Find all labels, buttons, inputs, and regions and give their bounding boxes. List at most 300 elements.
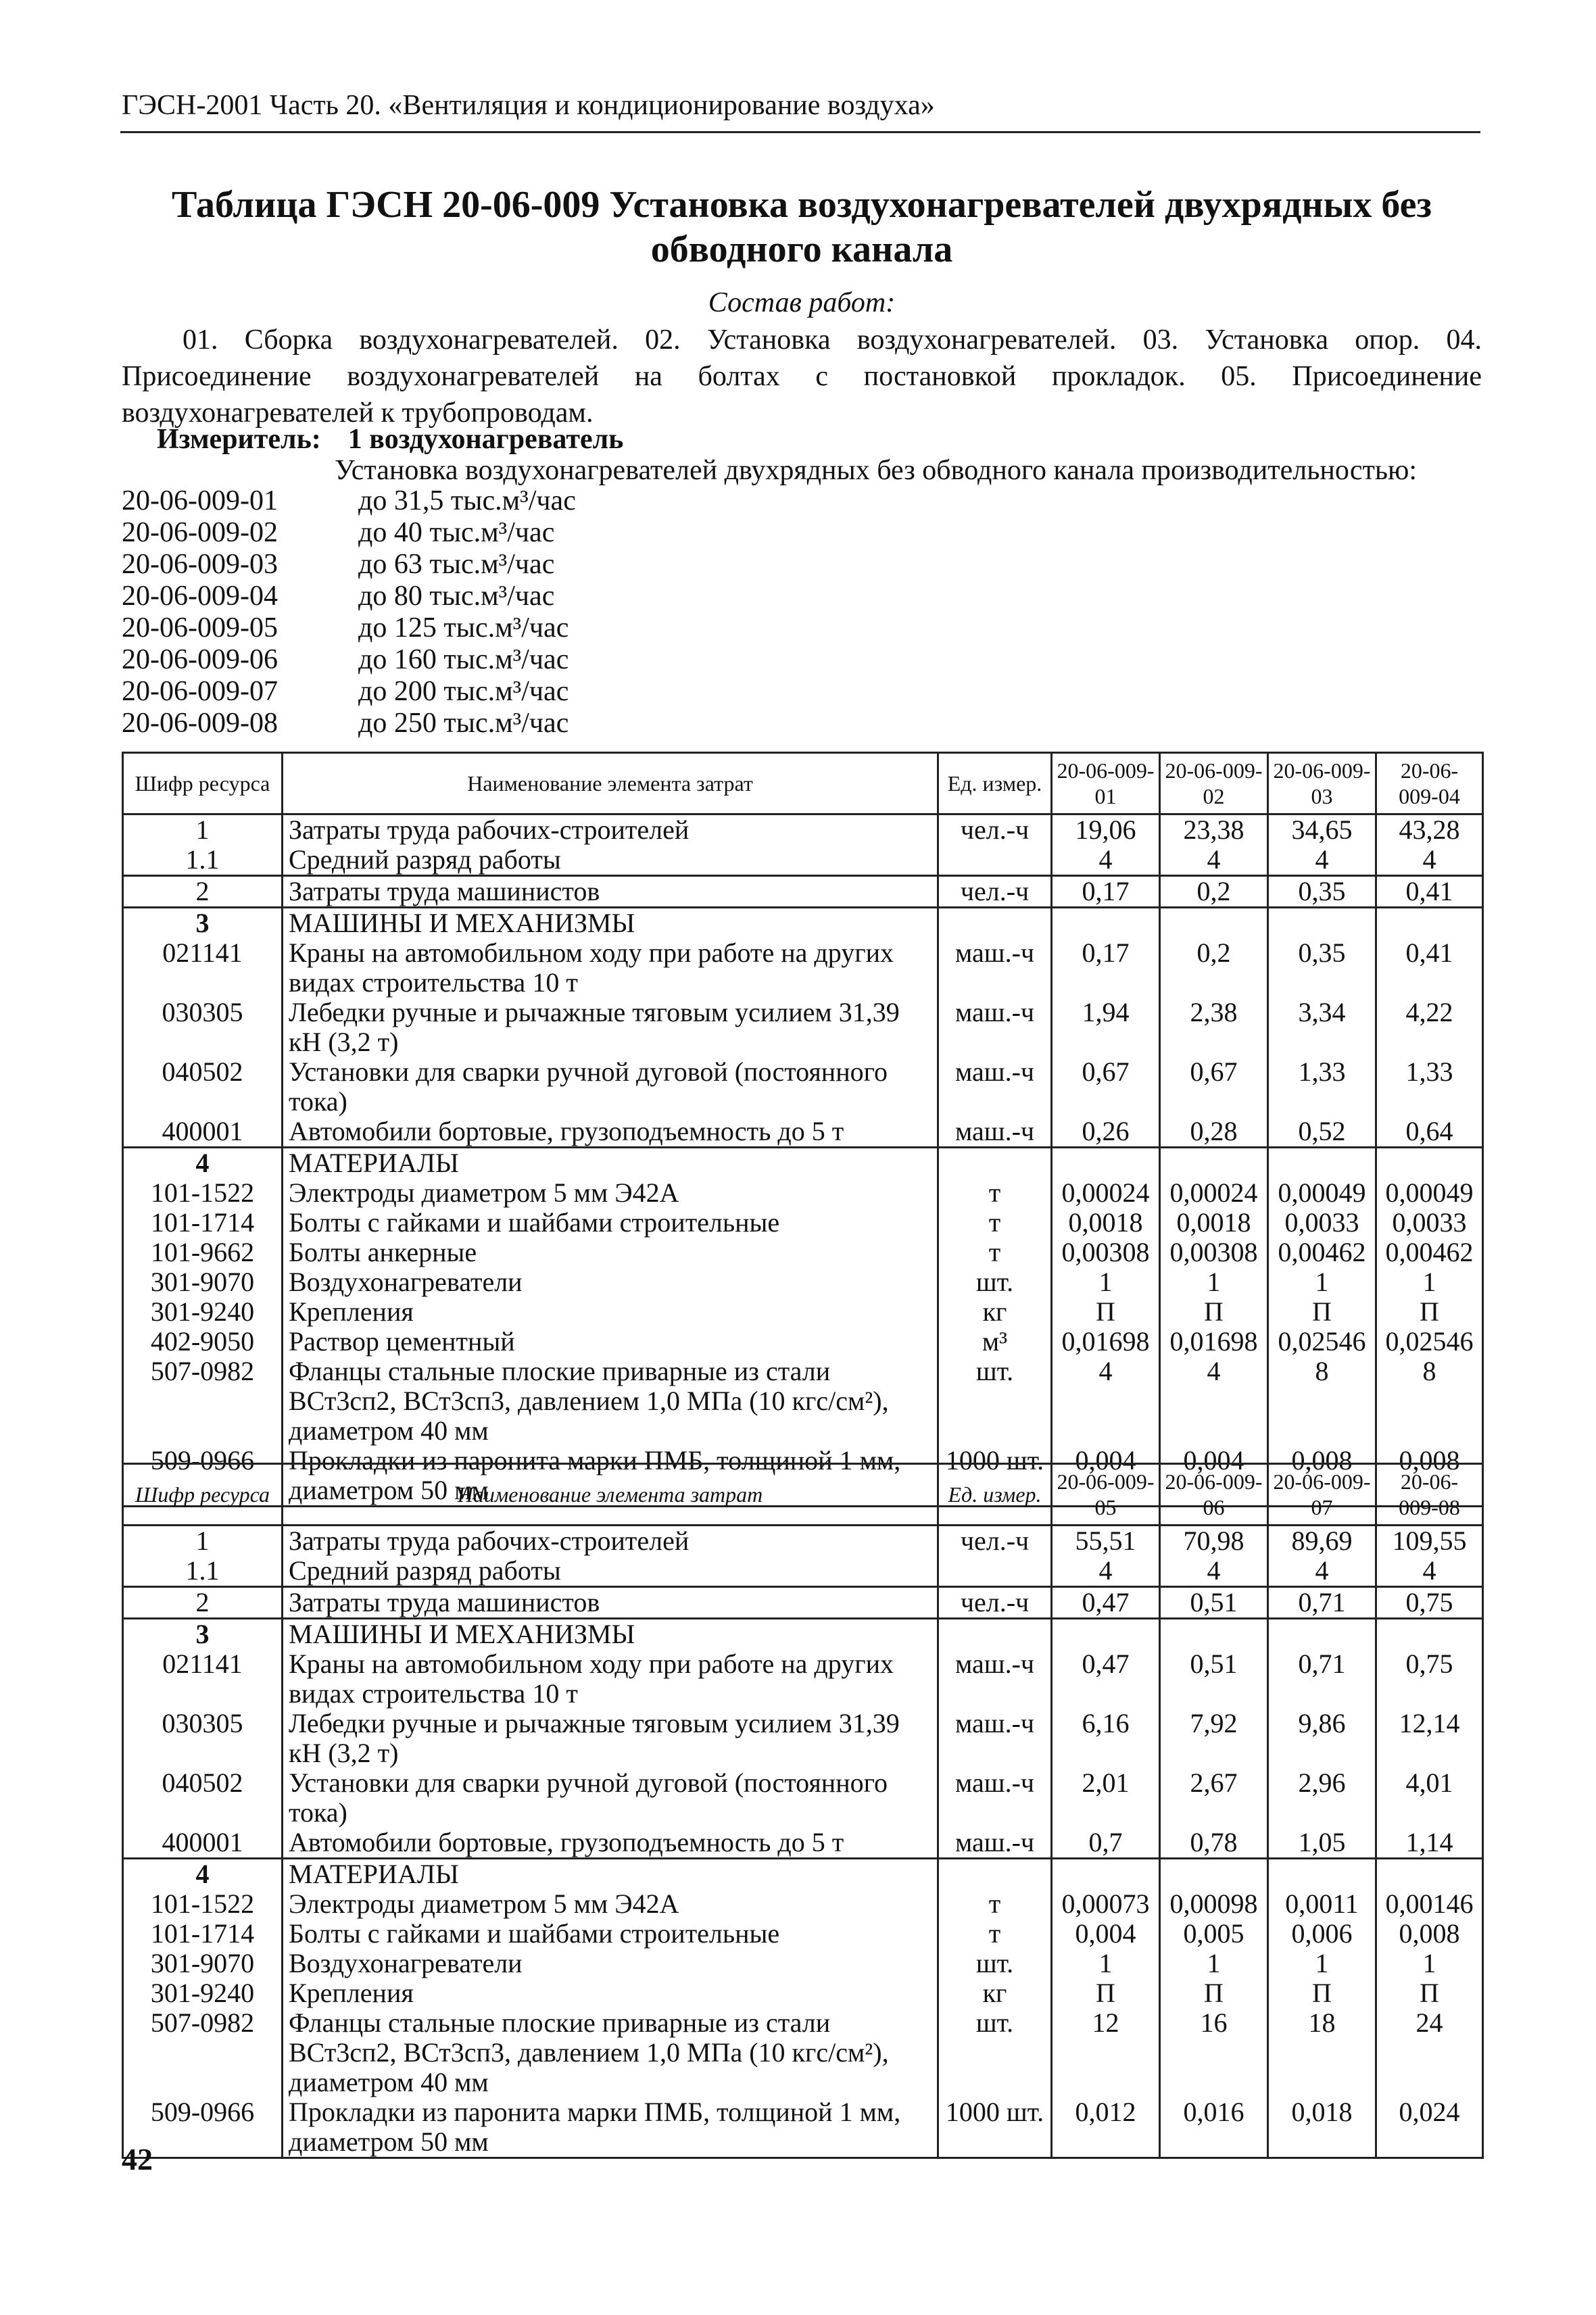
- code-list-code: 20-06-009-06: [122, 644, 278, 675]
- row-value: 0,00049: [1268, 1178, 1376, 1208]
- row-value: 0,00146: [1376, 1889, 1483, 1919]
- row-value: П: [1052, 1297, 1160, 1327]
- row-resource-code: 301-9070: [123, 1949, 283, 1978]
- row-unit: чел.-ч: [938, 876, 1052, 908]
- row-unit: маш.-ч: [938, 1649, 1052, 1709]
- code-list-desc: до 160 тыс.м³/час: [358, 644, 569, 675]
- table-row: [123, 1828, 1483, 1859]
- row-cost-element: Средний разряд работы: [283, 1556, 938, 1587]
- row-unit: кг: [938, 1297, 1052, 1327]
- code-list: [122, 485, 576, 739]
- table-row: [123, 1619, 1483, 1650]
- row-cost-element: Затраты труда машинистов: [283, 1587, 938, 1619]
- row-cost-element: Затраты труда рабочих-строителей: [283, 814, 938, 846]
- row-value: [1268, 908, 1376, 939]
- code-list-code: 20-06-009-02: [122, 517, 278, 548]
- header-unit: Ед. измер.: [938, 753, 1052, 814]
- row-cost-element: Болты с гайками и шайбами строительные: [283, 1208, 938, 1238]
- row-value: 24: [1376, 2008, 1483, 2097]
- row-cost-element: МАТЕРИАЛЫ: [283, 1148, 938, 1179]
- table-row: [123, 998, 1483, 1057]
- row-value: 0,00308: [1052, 1238, 1160, 1267]
- code-list-desc: до 80 тыс.м³/час: [358, 581, 555, 612]
- row-value: 4: [1052, 1357, 1160, 1446]
- row-cost-element: Фланцы стальные плоские приварные из стали ВСт3сп2, ВСт3сп3, давлением 1,0 МПа (10 кгс/см²), диаметром 40 мм: [283, 2008, 938, 2097]
- code-list-item: [122, 517, 576, 549]
- row-resource-code: 040502: [123, 1768, 283, 1828]
- row-resource-code: 021141: [123, 938, 283, 998]
- row-value: 0,005: [1160, 1919, 1268, 1949]
- row-unit: [938, 1148, 1052, 1179]
- row-value: 34,65: [1268, 814, 1376, 846]
- row-value: 109,55: [1376, 1526, 1483, 1557]
- row-value: 0,75: [1376, 1649, 1483, 1709]
- row-value: 4: [1052, 1556, 1160, 1587]
- row-value: П: [1376, 1297, 1483, 1327]
- row-value: 4,22: [1376, 998, 1483, 1057]
- code-list-code: 20-06-009-01: [122, 485, 278, 516]
- row-cost-element: Крепления: [283, 1297, 938, 1327]
- code-list-desc: до 31,5 тыс.м³/час: [358, 485, 576, 516]
- row-value: [1376, 1148, 1483, 1179]
- row-cost-element: Затраты труда рабочих-строителей: [283, 1526, 938, 1557]
- row-unit: маш.-ч: [938, 1117, 1052, 1148]
- row-resource-code: 101-1522: [123, 1889, 283, 1919]
- row-cost-element: Прокладки из паронита марки ПМБ, толщиной 1 мм, диаметром 50 мм: [283, 1446, 938, 1507]
- row-value: 0,00024: [1052, 1178, 1160, 1208]
- table-row: [123, 908, 1483, 939]
- code-list-desc: до 63 тыс.м³/час: [358, 549, 555, 580]
- row-cost-element: Раствор цементный: [283, 1327, 938, 1357]
- row-value: 12,14: [1376, 1709, 1483, 1768]
- row-value: [1376, 908, 1483, 939]
- table-row: [123, 1148, 1483, 1179]
- row-value: [1160, 1859, 1268, 1890]
- codes-intro: Установка воздухонагревателей двухрядных без обводного канала производительностью:: [335, 455, 1418, 486]
- row-resource-code: 4: [123, 1859, 283, 1890]
- code-list-item: [122, 708, 576, 739]
- row-value: 0,00098: [1160, 1889, 1268, 1919]
- code-list-desc: до 125 тыс.м³/час: [358, 612, 569, 643]
- composition-heading: Состав работ:: [708, 287, 896, 318]
- row-value: 0,00073: [1052, 1889, 1160, 1919]
- row-value: [1052, 1619, 1160, 1650]
- row-cost-element: Затраты труда машинистов: [283, 876, 938, 908]
- row-value: 0,75: [1376, 1587, 1483, 1619]
- table-row: [123, 2097, 1483, 2158]
- row-value: 4: [1160, 1357, 1268, 1446]
- row-value: 0,64: [1376, 1117, 1483, 1148]
- row-unit: маш.-ч: [938, 1057, 1052, 1117]
- row-value: 0,02546: [1268, 1327, 1376, 1357]
- row-value: 0,17: [1052, 938, 1160, 998]
- row-value: 0,41: [1376, 938, 1483, 998]
- row-value: 89,69: [1268, 1526, 1376, 1557]
- table-row: [123, 1859, 1483, 1890]
- row-cost-element: Автомобили бортовые, грузоподъемность до 5 т: [283, 1117, 938, 1148]
- row-value: 0,018: [1268, 2097, 1376, 2158]
- row-resource-code: 101-1714: [123, 1208, 283, 1238]
- row-cost-element: Лебедки ручные и рычажные тяговым усилием 31,39 кН (3,2 т): [283, 1709, 938, 1768]
- row-value: 16: [1160, 2008, 1268, 2097]
- row-value: 0,51: [1160, 1649, 1268, 1709]
- row-value: 0,28: [1160, 1117, 1268, 1148]
- row-value: 0,2: [1160, 876, 1268, 908]
- table-title: Таблица ГЭСН 20-06-009 Установка воздухонагревателей двухрядных без обводного канала: [171, 184, 1432, 270]
- row-unit: маш.-ч: [938, 998, 1052, 1057]
- table-row: [123, 1709, 1483, 1768]
- row-value: 0,024: [1376, 2097, 1483, 2158]
- row-value: 0,00049: [1376, 1178, 1483, 1208]
- row-cost-element: Прокладки из паронита марки ПМБ, толщиной 1 мм, диаметром 50 мм: [283, 2097, 938, 2158]
- table-row: [123, 1117, 1483, 1148]
- row-value: 0,006: [1268, 1919, 1376, 1949]
- row-value: 0,2: [1160, 938, 1268, 998]
- row-unit: т: [938, 1238, 1052, 1267]
- row-resource-code: 3: [123, 908, 283, 939]
- row-cost-element: Средний разряд работы: [283, 845, 938, 876]
- row-value: 7,92: [1160, 1709, 1268, 1768]
- row-value: 1: [1160, 1949, 1268, 1978]
- row-value: 0,47: [1052, 1587, 1160, 1619]
- code-list-item: [122, 485, 576, 517]
- code-list-desc: до 250 тыс.м³/час: [358, 708, 569, 739]
- row-value: 55,51: [1052, 1526, 1160, 1557]
- table-row: [123, 2008, 1483, 2097]
- row-value: 0,012: [1052, 2097, 1160, 2158]
- table-header-row: [123, 753, 1483, 814]
- row-value: 0,008: [1268, 1446, 1376, 1507]
- norm-table-2: [122, 1463, 1484, 2159]
- row-unit: [938, 1859, 1052, 1890]
- table-row: [123, 938, 1483, 998]
- header-resource-code: Шифр ресурса: [123, 753, 283, 814]
- row-value: 0,008: [1376, 1919, 1483, 1949]
- row-unit: т: [938, 1178, 1052, 1208]
- header-norm-code: 20-06-009-04: [1376, 753, 1483, 814]
- row-cost-element: Болты анкерные: [283, 1238, 938, 1267]
- row-value: [1268, 1619, 1376, 1650]
- row-value: 0,71: [1268, 1587, 1376, 1619]
- table-row: [123, 1297, 1483, 1327]
- header-norm-code: 20-06-009-07: [1268, 1464, 1376, 1526]
- row-value: 0,02546: [1376, 1327, 1483, 1357]
- header-cost-element: Наименование элемента затрат: [283, 1464, 938, 1526]
- row-resource-code: 509-0966: [123, 1446, 283, 1507]
- table-row: [123, 1649, 1483, 1709]
- code-list-item: [122, 612, 576, 644]
- composition-text: 01. Сборка воздухонагревателей. 02. Установка воздухонагревателей. 03. Установка опор. 04. Присоединение воздухонагревателей на болтах с постановкой прокладок. 05. Присоединение воздухонагревателей к трубопроводам.: [122, 324, 1482, 429]
- row-resource-code: 509-0966: [123, 2097, 283, 2158]
- row-unit: т: [938, 1889, 1052, 1919]
- page-number: 42: [122, 2142, 153, 2176]
- row-unit: маш.-ч: [938, 1709, 1052, 1768]
- row-resource-code: 1.1: [123, 845, 283, 876]
- row-unit: [938, 908, 1052, 939]
- row-value: 0,7: [1052, 1828, 1160, 1859]
- row-value: 1: [1160, 1267, 1268, 1297]
- row-resource-code: 507-0982: [123, 1357, 283, 1446]
- row-resource-code: 507-0982: [123, 2008, 283, 2097]
- row-value: 0,0011: [1268, 1889, 1376, 1919]
- row-unit: чел.-ч: [938, 1587, 1052, 1619]
- code-list-item: [122, 581, 576, 612]
- row-value: 0,78: [1160, 1828, 1268, 1859]
- row-value: 1: [1268, 1949, 1376, 1978]
- row-value: 0,00024: [1160, 1178, 1268, 1208]
- row-value: 0,00462: [1376, 1238, 1483, 1267]
- row-unit: маш.-ч: [938, 938, 1052, 998]
- row-unit: шт.: [938, 1267, 1052, 1297]
- header-unit: Ед. измер.: [938, 1464, 1052, 1526]
- row-cost-element: МАТЕРИАЛЫ: [283, 1859, 938, 1890]
- row-value: 0,008: [1376, 1446, 1483, 1507]
- row-value: 0,0018: [1160, 1208, 1268, 1238]
- table-row: [123, 1949, 1483, 1978]
- row-unit: т: [938, 1919, 1052, 1949]
- row-value: 2,96: [1268, 1768, 1376, 1828]
- row-value: 8: [1376, 1357, 1483, 1446]
- table-row: [123, 1587, 1483, 1619]
- row-value: 23,38: [1160, 814, 1268, 846]
- row-unit: шт.: [938, 2008, 1052, 2097]
- row-cost-element: Лебедки ручные и рычажные тяговым усилием 31,39 кН (3,2 т): [283, 998, 938, 1057]
- row-value: [1052, 1148, 1160, 1179]
- row-resource-code: 101-1522: [123, 1178, 283, 1208]
- row-unit: маш.-ч: [938, 1768, 1052, 1828]
- row-value: 8: [1268, 1357, 1376, 1446]
- header-resource-code: Шифр ресурса: [123, 1464, 283, 1526]
- table-row: [123, 876, 1483, 908]
- row-value: 0,47: [1052, 1649, 1160, 1709]
- row-value: 0,004: [1052, 1446, 1160, 1507]
- row-value: 0,51: [1160, 1587, 1268, 1619]
- code-list-desc: до 40 тыс.м³/час: [358, 517, 555, 548]
- row-unit: [938, 1556, 1052, 1587]
- header-norm-code: 20-06-009-06: [1160, 1464, 1268, 1526]
- table-row: [123, 1208, 1483, 1238]
- row-value: 1: [1052, 1267, 1160, 1297]
- row-resource-code: 030305: [123, 1709, 283, 1768]
- row-value: [1160, 1619, 1268, 1650]
- row-value: 4: [1376, 1556, 1483, 1587]
- row-value: 0,35: [1268, 938, 1376, 998]
- row-value: 70,98: [1160, 1526, 1268, 1557]
- row-value: 6,16: [1052, 1709, 1160, 1768]
- row-unit: м³: [938, 1327, 1052, 1357]
- row-value: 9,86: [1268, 1709, 1376, 1768]
- table-row: [123, 1238, 1483, 1267]
- row-resource-code: 1: [123, 1526, 283, 1557]
- row-value: 0,35: [1268, 876, 1376, 908]
- row-value: 1: [1268, 1267, 1376, 1297]
- row-unit: кг: [938, 1978, 1052, 2008]
- table-row: [123, 1978, 1483, 2008]
- row-value: 0,17: [1052, 876, 1160, 908]
- row-resource-code: 402-9050: [123, 1327, 283, 1357]
- row-value: [1376, 1859, 1483, 1890]
- row-value: 2,67: [1160, 1768, 1268, 1828]
- row-resource-code: 021141: [123, 1649, 283, 1709]
- header-norm-code: 20-06-009-01: [1052, 753, 1160, 814]
- code-list-code: 20-06-009-03: [122, 549, 278, 580]
- row-resource-code: 1.1: [123, 1556, 283, 1587]
- row-value: П: [1160, 1978, 1268, 2008]
- running-header: ГЭСН-2001 Часть 20. «Вентиляция и кондиционирование воздуха»: [122, 90, 935, 121]
- row-cost-element: Воздухонагреватели: [283, 1949, 938, 1978]
- table-row: [123, 1768, 1483, 1828]
- table-row: [123, 845, 1483, 876]
- row-value: [1376, 1619, 1483, 1650]
- row-value: 0,004: [1160, 1446, 1268, 1507]
- row-value: 1,94: [1052, 998, 1160, 1057]
- row-cost-element: Крепления: [283, 1978, 938, 2008]
- row-resource-code: 301-9240: [123, 1297, 283, 1327]
- row-unit: шт.: [938, 1949, 1052, 1978]
- header-norm-code: 20-06-009-08: [1376, 1464, 1483, 1526]
- row-cost-element: Электроды диаметром 5 мм Э42А: [283, 1889, 938, 1919]
- row-value: 18: [1268, 2008, 1376, 2097]
- row-unit: 1000 шт.: [938, 1446, 1052, 1507]
- row-cost-element: Воздухонагреватели: [283, 1267, 938, 1297]
- header-norm-code: 20-06-009-02: [1160, 753, 1268, 814]
- code-list-item: [122, 549, 576, 581]
- code-list-code: 20-06-009-05: [122, 612, 278, 643]
- measure-value: 1 воздухонагреватель: [347, 424, 624, 455]
- row-resource-code: 101-9662: [123, 1238, 283, 1267]
- row-value: 0,67: [1052, 1057, 1160, 1117]
- row-cost-element: МАШИНЫ И МЕХАНИЗМЫ: [283, 908, 938, 939]
- row-resource-code: 4: [123, 1148, 283, 1179]
- row-resource-code: 400001: [123, 1828, 283, 1859]
- row-value: 0,004: [1052, 1919, 1160, 1949]
- row-resource-code: 2: [123, 876, 283, 908]
- code-list-item: [122, 676, 576, 708]
- code-list-desc: до 200 тыс.м³/час: [358, 676, 569, 707]
- row-value: 2,38: [1160, 998, 1268, 1057]
- row-cost-element: Установки для сварки ручной дуговой (постоянного тока): [283, 1768, 938, 1828]
- row-value: 0,0033: [1376, 1208, 1483, 1238]
- row-value: [1160, 908, 1268, 939]
- row-unit: шт.: [938, 1357, 1052, 1446]
- row-value: 0,71: [1268, 1649, 1376, 1709]
- row-resource-code: 301-9240: [123, 1978, 283, 2008]
- row-resource-code: 2: [123, 1587, 283, 1619]
- row-unit: 1000 шт.: [938, 2097, 1052, 2158]
- row-value: 4: [1160, 1556, 1268, 1587]
- row-value: 4: [1268, 1556, 1376, 1587]
- table-row: [123, 1889, 1483, 1919]
- row-cost-element: МАШИНЫ И МЕХАНИЗМЫ: [283, 1619, 938, 1650]
- row-cost-element: Электроды диаметром 5 мм Э42А: [283, 1178, 938, 1208]
- row-value: 0,0033: [1268, 1208, 1376, 1238]
- row-cost-element: Краны на автомобильном ходу при работе на других видах строительства 10 т: [283, 1649, 938, 1709]
- row-value: 12: [1052, 2008, 1160, 2097]
- header-cost-element: Наименование элемента затрат: [283, 753, 938, 814]
- row-value: П: [1052, 1978, 1160, 2008]
- row-value: 0,00462: [1268, 1238, 1376, 1267]
- row-value: П: [1268, 1297, 1376, 1327]
- row-value: 1: [1376, 1267, 1483, 1297]
- table-header-row: [123, 1464, 1483, 1526]
- row-value: 4: [1376, 845, 1483, 876]
- header-norm-code: 20-06-009-05: [1052, 1464, 1160, 1526]
- row-value: 4: [1160, 845, 1268, 876]
- row-value: 1,33: [1268, 1057, 1376, 1117]
- row-value: 3,34: [1268, 998, 1376, 1057]
- row-resource-code: 040502: [123, 1057, 283, 1117]
- code-list-code: 20-06-009-08: [122, 708, 278, 739]
- table-row: [123, 1357, 1483, 1446]
- norm-table-1: [122, 752, 1484, 1507]
- row-resource-code: 3: [123, 1619, 283, 1650]
- code-list-code: 20-06-009-04: [122, 581, 278, 612]
- row-resource-code: 030305: [123, 998, 283, 1057]
- row-cost-element: Автомобили бортовые, грузоподъемность до 5 т: [283, 1828, 938, 1859]
- row-unit: маш.-ч: [938, 1828, 1052, 1859]
- header-rule: [120, 131, 1480, 133]
- row-resource-code: 301-9070: [123, 1267, 283, 1297]
- table-row: [123, 1327, 1483, 1357]
- table-row: [123, 1526, 1483, 1557]
- row-value: 0,0018: [1052, 1208, 1160, 1238]
- row-value: 2,01: [1052, 1768, 1160, 1828]
- row-value: П: [1376, 1978, 1483, 2008]
- row-value: [1268, 1859, 1376, 1890]
- row-value: 0,26: [1052, 1117, 1160, 1148]
- row-cost-element: Фланцы стальные плоские приварные из стали ВСт3сп2, ВСт3сп3, давлением 1,0 МПа (10 кгс/см²), диаметром 40 мм: [283, 1357, 938, 1446]
- row-value: 4,01: [1376, 1768, 1483, 1828]
- row-value: 1,05: [1268, 1828, 1376, 1859]
- row-value: 4: [1052, 845, 1160, 876]
- row-resource-code: 101-1714: [123, 1919, 283, 1949]
- row-value: [1052, 1859, 1160, 1890]
- row-resource-code: 1: [123, 814, 283, 846]
- row-value: 19,06: [1052, 814, 1160, 846]
- table-row: [123, 1556, 1483, 1587]
- row-value: [1268, 1148, 1376, 1179]
- code-list-code: 20-06-009-07: [122, 676, 278, 707]
- table-row: [123, 1267, 1483, 1297]
- table-row: [123, 1919, 1483, 1949]
- row-value: П: [1160, 1297, 1268, 1327]
- row-unit: [938, 845, 1052, 876]
- row-value: 0,016: [1160, 2097, 1268, 2158]
- table-row: [123, 1057, 1483, 1117]
- row-value: 1: [1376, 1949, 1483, 1978]
- measure-line: [157, 423, 623, 456]
- row-value: 0,41: [1376, 876, 1483, 908]
- row-cost-element: Установки для сварки ручной дуговой (постоянного тока): [283, 1057, 938, 1117]
- row-value: [1160, 1148, 1268, 1179]
- measure-label: Измеритель:: [157, 424, 321, 455]
- table-row: [123, 1178, 1483, 1208]
- row-value: 0,67: [1160, 1057, 1268, 1117]
- row-value: 1,14: [1376, 1828, 1483, 1859]
- code-list-item: [122, 644, 576, 676]
- row-value: 0,00308: [1160, 1238, 1268, 1267]
- row-value: П: [1268, 1978, 1376, 2008]
- row-value: 0,52: [1268, 1117, 1376, 1148]
- row-value: 43,28: [1376, 814, 1483, 846]
- header-norm-code: 20-06-009-03: [1268, 753, 1376, 814]
- row-resource-code: 400001: [123, 1117, 283, 1148]
- row-value: 4: [1268, 845, 1376, 876]
- row-cost-element: Краны на автомобильном ходу при работе на других видах строительства 10 т: [283, 938, 938, 998]
- row-unit: т: [938, 1208, 1052, 1238]
- table-row: [123, 814, 1483, 846]
- row-unit: чел.-ч: [938, 1526, 1052, 1557]
